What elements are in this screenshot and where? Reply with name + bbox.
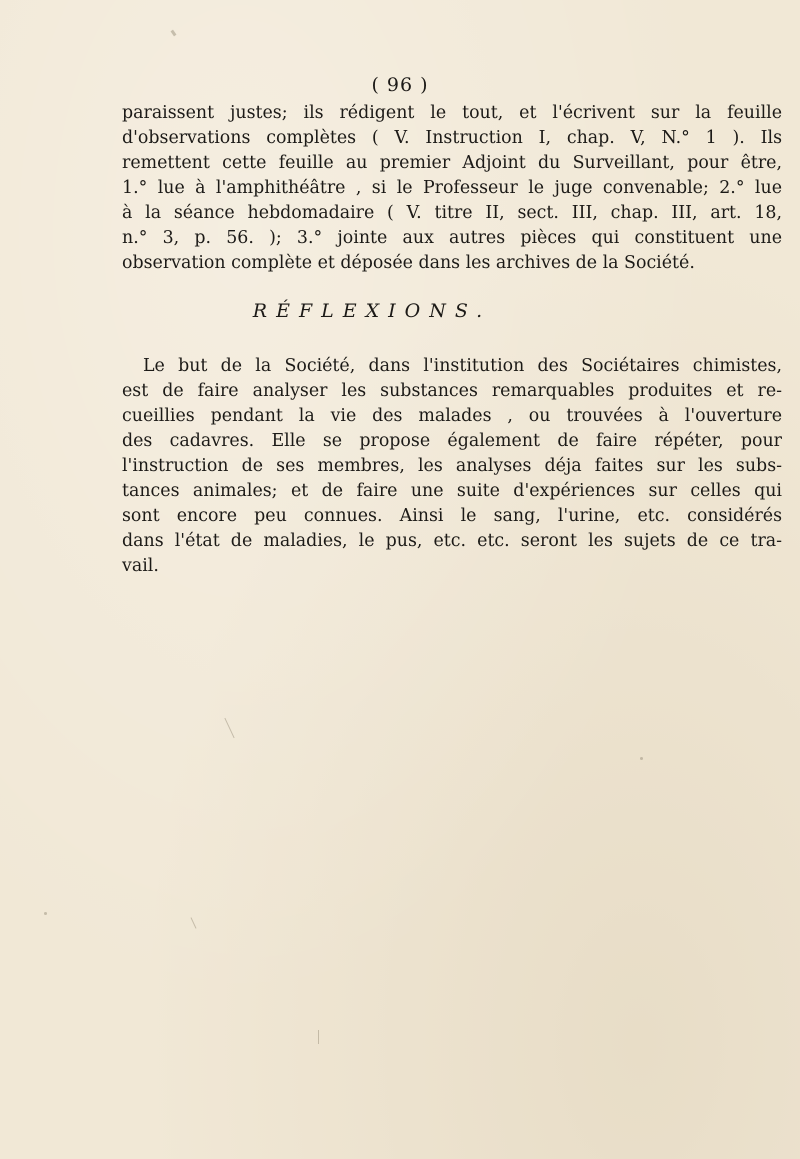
text-line: tances animales; et de faire une suite d'expériences sur celles qui [122,481,782,501]
text-line: cueillies pendant la vie des malades , ou trouvées à l'ouverture [122,406,782,426]
text-line: observation complète et déposée dans les archives de la Société. [122,253,695,273]
page-number: ( 96 ) [371,74,429,96]
text-line: est de faire analyser les substances remarquables produites et re- [122,381,782,401]
speck [640,757,643,760]
text-line: dans l'état de maladies, le pus, etc. etc. seront les sujets de ce tra- [122,531,782,551]
speck [44,912,47,915]
section-heading: RÉFLEXIONS. [252,300,492,322]
speck [224,718,234,738]
text-line: vail. [122,556,159,576]
text-line: paraissent justes; ils rédigent le tout, et l'écrivent sur la feuille [122,103,782,123]
text-line: d'observations complètes ( V. Instruction I, chap. V, N.° 1 ). Ils [122,128,782,148]
speck [171,30,177,37]
text-line: Le but de la Société, dans l'institution des Sociétaires chimistes, [143,356,782,376]
text-line: n.° 3, p. 56. ); 3.° jointe aux autres pièces qui constituent une [122,228,782,248]
text-line: des cadavres. Elle se propose également de faire répéter, pour [122,431,782,451]
text-line: à la séance hebdomadaire ( V. titre II, sect. III, chap. III, art. 18, [122,203,782,223]
speck [318,1030,319,1044]
speck [191,917,197,928]
text-line: l'instruction de ses membres, les analyses déja faites sur les subs- [122,456,782,476]
text-line: sont encore peu connues. Ainsi le sang, l'urine, etc. considérés [122,506,782,526]
text-line: remettent cette feuille au premier Adjoint du Surveillant, pour être, [122,153,782,173]
text-line: 1.° lue à l'amphithéâtre , si le Professeur le juge convenable; 2.° lue [122,178,782,198]
